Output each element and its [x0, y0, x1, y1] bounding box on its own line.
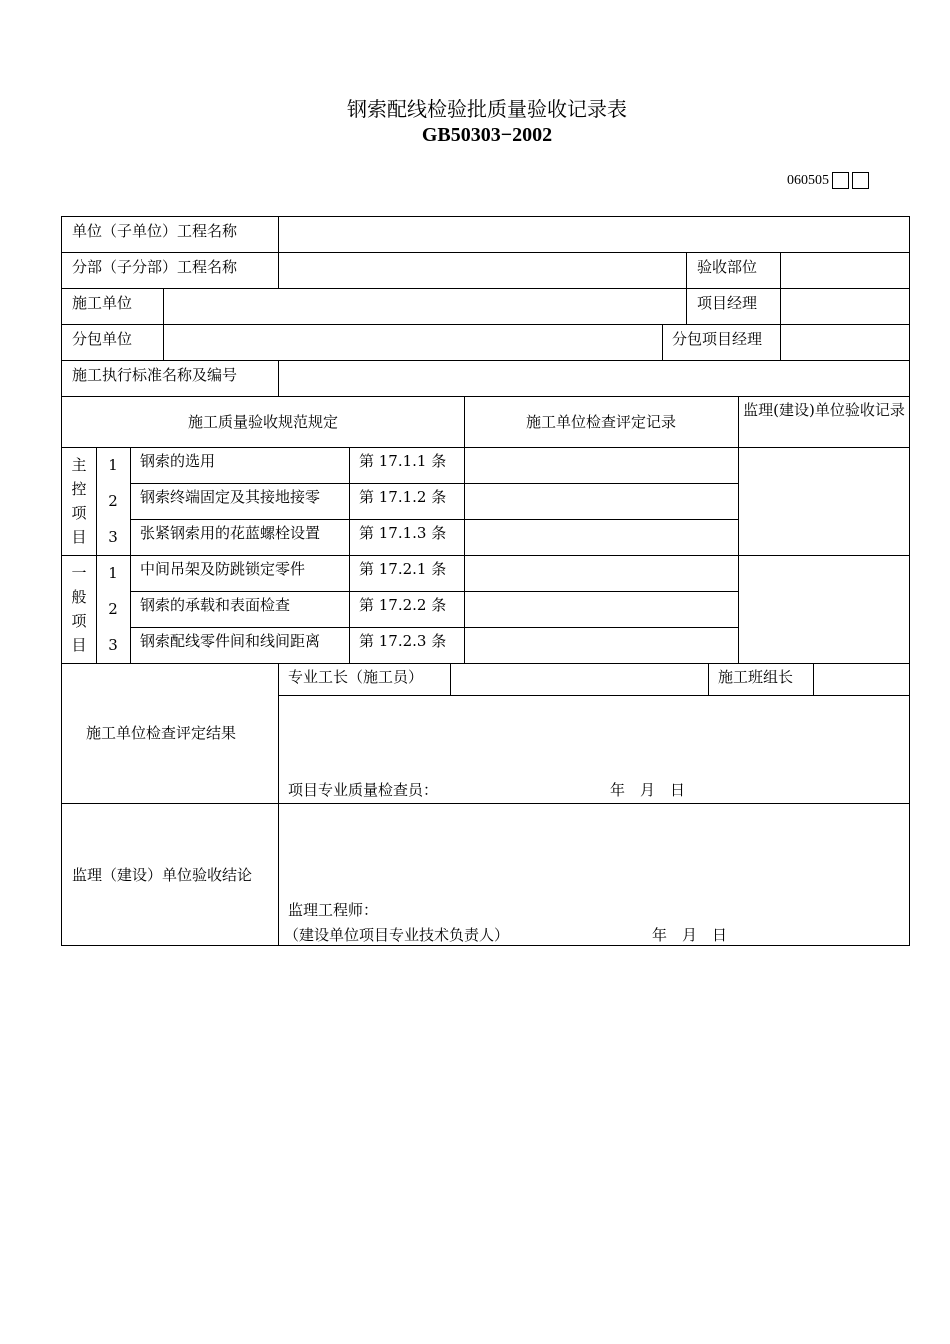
col-line — [708, 663, 709, 695]
main-item-no: 2 — [108, 492, 118, 510]
general-item-no: 3 — [108, 636, 118, 654]
spec-header: 施工质量验收规范规定 — [187, 413, 338, 431]
main-item-clause: 第 17.1.2 条 — [359, 488, 447, 506]
construction-unit-label: 施工单位 — [72, 294, 133, 312]
form-code-number: 060505 — [787, 172, 829, 188]
engineer-label: 监理工程师： — [288, 901, 379, 919]
row-line — [130, 519, 738, 520]
inspector-label: 项目专业质量检查员： — [288, 781, 439, 799]
main-item-name: 钢索终端固定及其接地接零 — [140, 488, 321, 506]
acceptance-part-label: 验收部位 — [697, 258, 758, 276]
form-title: 钢索配线检验批质量验收记录表 — [347, 97, 627, 121]
row-line — [62, 396, 910, 397]
col-line — [96, 447, 97, 663]
main-item-name: 钢索的选用 — [140, 452, 216, 470]
col-line — [738, 396, 739, 663]
general-item-no: 2 — [108, 600, 118, 618]
conclusion-label: 监理（建设）单位验收结论 — [72, 866, 253, 884]
col-line — [686, 288, 687, 324]
main-item-no: 1 — [108, 456, 118, 474]
col-line — [278, 217, 279, 252]
main-item-clause: 第 17.1.1 条 — [359, 452, 447, 470]
col-line — [813, 663, 814, 695]
general-item-name: 钢索配线零件间和线间距离 — [140, 632, 321, 650]
main-items-label: 主控项目 — [71, 456, 87, 546]
general-item-name: 中间吊架及防跳锁定零件 — [140, 560, 306, 578]
row-line — [62, 555, 910, 556]
result-label: 施工单位检查评定结果 — [86, 724, 237, 742]
general-items-label: 一般项目 — [71, 564, 87, 654]
row-line — [62, 447, 910, 448]
col-line — [450, 663, 451, 695]
form-code-box-1[interactable] — [832, 172, 849, 189]
unit-project-label: 单位（子单位）工程名称 — [72, 222, 238, 240]
row-line — [130, 591, 738, 592]
row-line — [278, 695, 910, 696]
sub-project-label: 分部（子分部）工程名称 — [72, 258, 238, 276]
foreman-label: 专业工长（施工员） — [288, 668, 424, 686]
general-item-no: 1 — [108, 564, 118, 582]
col-line — [278, 252, 279, 288]
form-code — [787, 172, 869, 189]
col-line — [349, 447, 350, 663]
record-table — [61, 216, 910, 946]
col-line — [278, 663, 279, 946]
supervision-record-header: 监理(建设)单位验收记录 — [743, 401, 905, 419]
col-line — [278, 360, 279, 396]
row-line — [62, 252, 910, 253]
col-line — [780, 288, 781, 324]
general-item-clause: 第 17.2.1 条 — [359, 560, 447, 578]
standard-name-label: 施工执行标准名称及编号 — [72, 366, 238, 384]
col-line — [780, 324, 781, 360]
project-manager-label: 项目经理 — [697, 294, 758, 312]
subcontract-manager-label: 分包项目经理 — [672, 330, 763, 348]
col-line — [464, 396, 465, 663]
col-line — [163, 324, 164, 360]
row-line — [130, 627, 738, 628]
col-line — [780, 252, 781, 288]
row-line — [62, 803, 910, 804]
row-line — [130, 483, 738, 484]
row-line — [62, 288, 910, 289]
row-line — [62, 360, 910, 361]
team-leader-label: 施工班组长 — [718, 668, 794, 686]
col-line — [130, 447, 131, 663]
col-line — [163, 288, 164, 324]
col-line — [662, 324, 663, 360]
main-item-no: 3 — [108, 528, 118, 546]
standard-code: GB50303−2002 — [421, 124, 553, 146]
conclusion-date: 年 月 日 — [652, 926, 728, 944]
main-item-clause: 第 17.1.3 条 — [359, 524, 447, 542]
owner-rep-label: （建设单位项目专业技术负责人） — [284, 926, 510, 944]
general-item-clause: 第 17.2.2 条 — [359, 596, 447, 614]
check-record-header: 施工单位检查评定记录 — [525, 413, 676, 431]
form-code-box-2[interactable] — [852, 172, 869, 189]
col-line — [686, 252, 687, 288]
row-line — [62, 324, 910, 325]
row-line — [62, 663, 910, 664]
main-item-name: 张紧钢索用的花蓝螺栓设置 — [140, 524, 321, 542]
general-item-name: 钢索的承载和表面检查 — [140, 596, 291, 614]
result-date: 年 月 日 — [610, 781, 686, 799]
general-item-clause: 第 17.2.3 条 — [359, 632, 447, 650]
subcontract-unit-label: 分包单位 — [72, 330, 133, 348]
